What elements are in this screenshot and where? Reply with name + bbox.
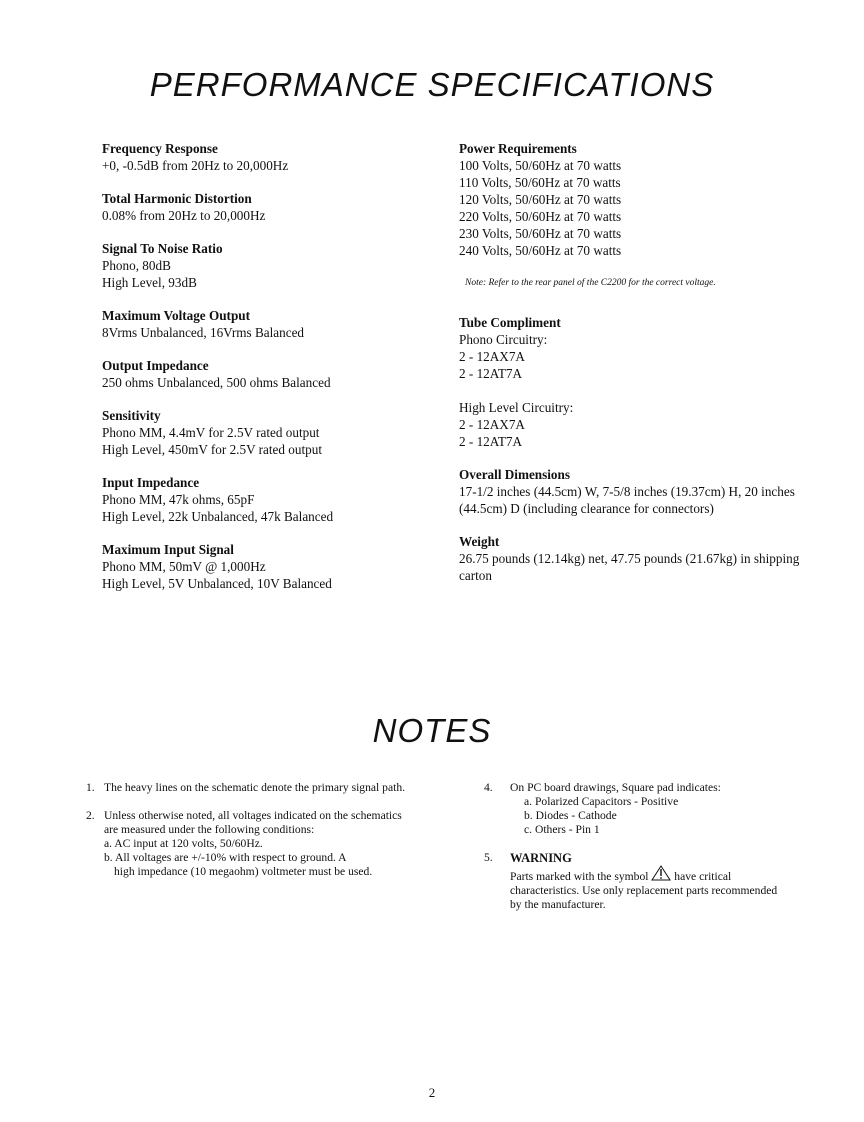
spec-line: 2 - 12AX7A <box>459 349 525 364</box>
spec-line: 100 Volts, 50/60Hz at 70 watts <box>459 158 622 173</box>
spec-heading: Power Requirements <box>459 141 577 156</box>
spec-line: Phono MM, 47k ohms, 65pF <box>102 492 255 507</box>
warning-triangle-icon <box>651 865 671 881</box>
spec-heading: Overall Dimensions <box>459 467 570 482</box>
specs-right-column <box>459 140 804 600</box>
spec-heading: Signal To Noise Ratio <box>102 241 223 256</box>
spec-heading: Tube Compliment <box>459 315 561 330</box>
spec-block <box>102 541 432 592</box>
specs-left-column <box>102 140 432 608</box>
spec-block <box>102 140 432 174</box>
note-4 <box>484 781 784 837</box>
page-title: PERFORMANCE SPECIFICATIONS <box>149 66 715 103</box>
spec-block <box>102 357 432 391</box>
spec-line: High Level, 450mV for 2.5V rated output <box>102 442 323 457</box>
note-subitem-a: a. Polarized Capacitors - Positive <box>524 795 679 808</box>
spec-block <box>102 240 432 291</box>
spec-heading: Weight <box>459 534 500 549</box>
spec-heading: Sensitivity <box>102 408 161 423</box>
spec-tube-compliment <box>459 314 804 450</box>
spec-line: Phono MM, 50mV @ 1,000Hz <box>102 559 266 574</box>
note-number: 1. <box>86 781 95 794</box>
spec-overall-dimensions <box>459 466 804 517</box>
note-subitem-b: b. All voltages are +/-10% with respect to ground. A <box>104 851 347 864</box>
spec-line: High Level, 93dB <box>102 275 197 290</box>
spec-line: 110 Volts, 50/60Hz at 70 watts <box>459 175 621 190</box>
note-subitem-a: a. AC input at 120 volts, 50/60Hz. <box>104 837 263 850</box>
spec-line: 17-1/2 inches (44.5cm) W, 7-5/8 inches (19.37cm) H, 20 inches (44.5cm) D (including clearance for connectors) <box>459 484 795 516</box>
spec-weight <box>459 533 804 584</box>
spec-line: 0.08% from 20Hz to 20,000Hz <box>102 208 266 223</box>
note-2 <box>86 809 416 879</box>
spec-power-requirements <box>459 140 804 259</box>
note-subitem-c: c. Others - Pin 1 <box>524 823 600 836</box>
spec-line: 2 - 12AX7A <box>459 417 525 432</box>
spec-line: High Level Circuitry: <box>459 400 574 415</box>
notes-right-column <box>484 781 784 926</box>
note-number: 2. <box>86 809 95 822</box>
spec-line: +0, -0.5dB from 20Hz to 20,000Hz <box>102 158 289 173</box>
spec-line: 26.75 pounds (12.14kg) net, 47.75 pounds (21.67kg) in shipping carton <box>459 551 800 583</box>
spec-line: Phono, 80dB <box>102 258 171 273</box>
note-text: The heavy lines on the schematic denote the primary signal path. <box>104 781 406 794</box>
note-subitem-b-continued: high impedance (10 megaohm) voltmeter must be used. <box>114 865 373 878</box>
spec-heading: Maximum Voltage Output <box>102 308 251 323</box>
spec-line: High Level, 5V Unbalanced, 10V Balanced <box>102 576 332 591</box>
spec-heading: Output Impedance <box>102 358 209 373</box>
spec-line: High Level, 22k Unbalanced, 47k Balanced <box>102 509 334 524</box>
spec-heading: Input Impedance <box>102 475 200 490</box>
spec-block <box>102 474 432 525</box>
note-text: Unless otherwise noted, all voltages indicated on the schematics are measured under the following conditions: <box>104 809 402 836</box>
spec-block <box>102 407 432 458</box>
spec-block <box>102 190 432 224</box>
warning-title: WARNING <box>510 851 572 865</box>
note-5 <box>484 851 784 912</box>
page-number: 2 <box>428 1085 436 1100</box>
warning-text <box>510 865 784 912</box>
spec-heading: Total Harmonic Distortion <box>102 191 252 206</box>
note-subitem-b: b. Diodes - Cathode <box>524 809 617 822</box>
spec-line: 8Vrms Unbalanced, 16Vrms Balanced <box>102 325 305 340</box>
spec-line: 240 Volts, 50/60Hz at 70 watts <box>459 243 622 258</box>
spec-line: 220 Volts, 50/60Hz at 70 watts <box>459 209 622 224</box>
spec-line: Phono Circuitry: <box>459 332 548 347</box>
note-1 <box>86 781 416 795</box>
notes-left-column <box>86 781 416 893</box>
warning-text-start: Parts marked with the symbol <box>510 870 649 883</box>
spec-line: 250 ohms Unbalanced, 500 ohms Balanced <box>102 375 331 390</box>
voltage-note: Note: Refer to the rear panel of the C2200 for the correct voltage. <box>465 278 716 288</box>
spec-heading: Maximum Input Signal <box>102 542 234 557</box>
spec-line: 2 - 12AT7A <box>459 366 522 381</box>
spec-line: Phono MM, 4.4mV for 2.5V rated output <box>102 425 320 440</box>
note-number: 5. <box>484 851 493 864</box>
note-text: On PC board drawings, Square pad indicates: <box>510 781 721 794</box>
notes-title: NOTES <box>372 712 492 749</box>
spec-line: 230 Volts, 50/60Hz at 70 watts <box>459 226 622 241</box>
spec-line: 120 Volts, 50/60Hz at 70 watts <box>459 192 622 207</box>
spec-line: 2 - 12AT7A <box>459 434 522 449</box>
spec-block <box>102 307 432 341</box>
note-number: 4. <box>484 781 493 794</box>
spec-heading: Frequency Response <box>102 141 218 156</box>
warning-text-end: have critical characteristics. Use only replacement parts recommended by the manufacturer. <box>510 870 778 911</box>
